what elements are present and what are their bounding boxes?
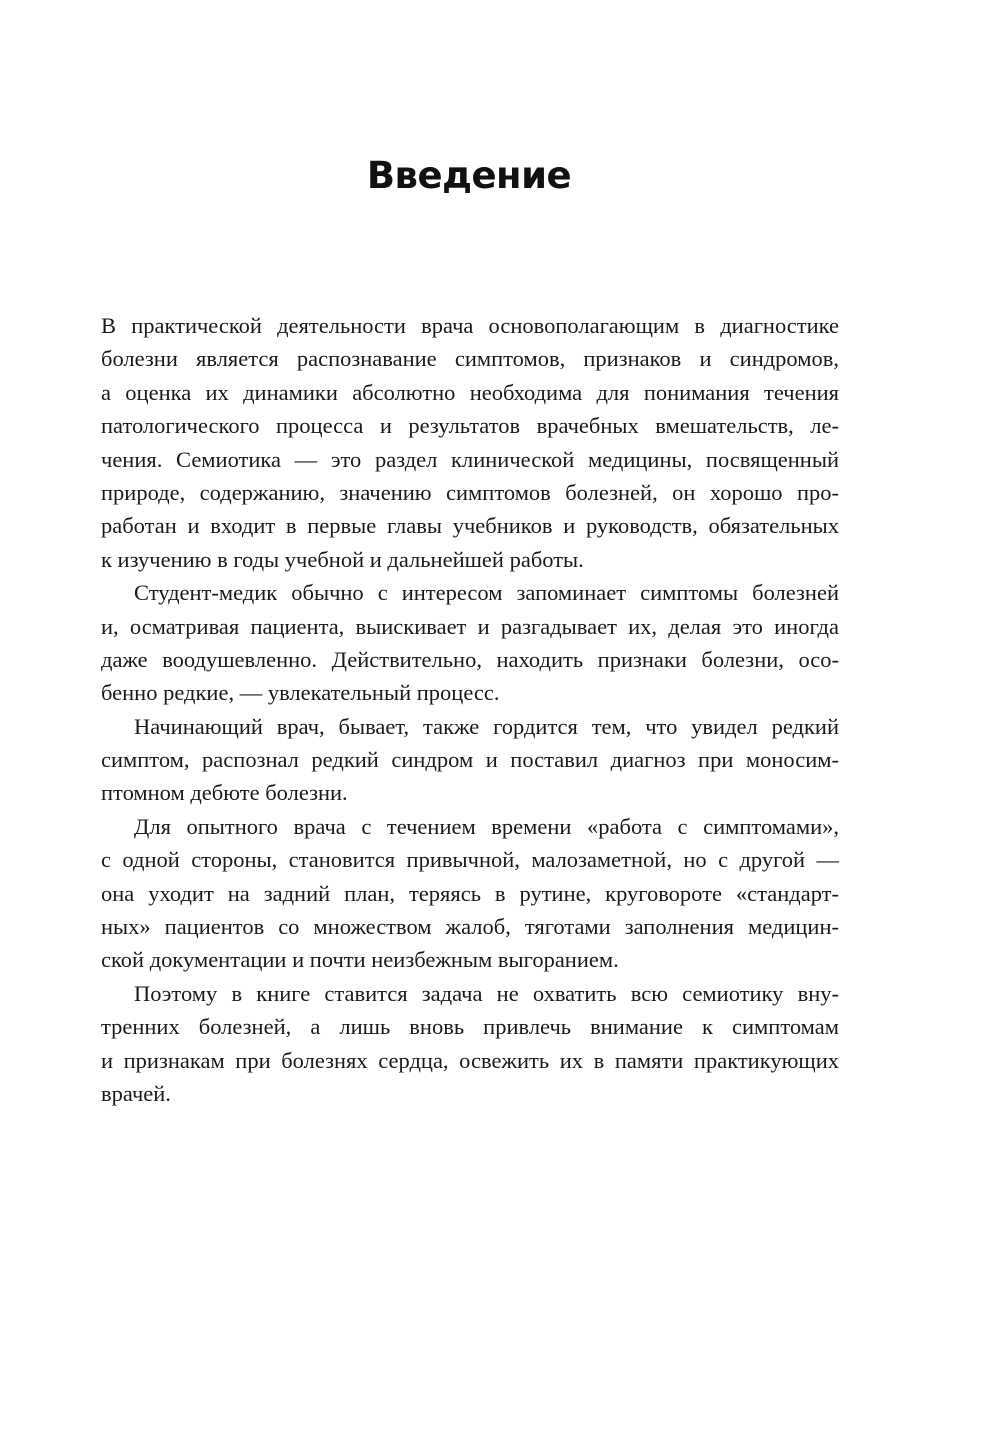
text-line: тренних болезней, а лишь вновь привлечь внимание к симптомам bbox=[101, 1014, 839, 1040]
text-line: болезни является распознавание симптомов, признаков и синдромов, bbox=[101, 346, 839, 372]
text-line: природе, содержанию, значению симптомов болезней, он хорошо про- bbox=[101, 479, 839, 505]
text-line: и, осматривая пациента, выискивает и разгадывает их, делая это иногда bbox=[101, 613, 839, 639]
text-line: а оценка их динамики абсолютно необходима для понимания течения bbox=[101, 379, 839, 405]
paragraph bbox=[101, 977, 839, 1111]
text-line: птомном дебюте болезни. bbox=[101, 780, 348, 806]
paragraph bbox=[101, 810, 839, 977]
paragraph bbox=[101, 309, 839, 576]
text-line: Поэтому в книге ставится задача не охватить всю семиотику вну- bbox=[134, 980, 839, 1006]
chapter-body bbox=[101, 309, 839, 1110]
text-line: Студент-медик обычно с интересом запоминает симптомы болезней bbox=[134, 580, 839, 606]
text-line: врачей. bbox=[101, 1080, 171, 1106]
paragraph bbox=[101, 576, 839, 710]
text-line: даже воодушевленно. Действительно, находить признаки болезни, осо- bbox=[101, 646, 839, 672]
text-line: к изучению в годы учебной и дальнейшей работы. bbox=[101, 546, 584, 572]
text-line: бенно редкие, — увлекательный процесс. bbox=[101, 680, 500, 706]
text-line: симптом, распознал редкий синдром и поставил диагноз при моносим- bbox=[101, 747, 839, 773]
text-line: работан и входит в первые главы учебников и руководств, обязательных bbox=[101, 513, 839, 539]
text-line: и признакам при болезнях сердца, освежить их в памяти практикующих bbox=[101, 1047, 839, 1073]
paragraph bbox=[101, 710, 839, 810]
text-line: ской документации и почти неизбежным выгоранием. bbox=[101, 947, 619, 973]
text-line: Для опытного врача с течением времени «работа с симптомами», bbox=[134, 813, 839, 839]
text-line: ных» пациентов со множеством жалоб, тяготами заполнения медицин- bbox=[101, 914, 839, 940]
text-line: с одной стороны, становится привычной, малозаметной, но с другой — bbox=[101, 847, 839, 873]
text-line: Начинающий врач, бывает, также гордится тем, что увидел редкий bbox=[134, 713, 839, 739]
text-line: она уходит на задний план, теряясь в рутине, круговороте «стандарт- bbox=[101, 880, 839, 906]
text-line: чения. Семиотика — это раздел клинической медицины, посвященный bbox=[101, 446, 839, 472]
text-line: патологического процесса и результатов врачебных вмешательств, ле- bbox=[101, 413, 839, 439]
text-line: В практической деятельности врача основополагающим в диагностике bbox=[101, 313, 839, 338]
chapter-title: Введение bbox=[366, 154, 572, 197]
